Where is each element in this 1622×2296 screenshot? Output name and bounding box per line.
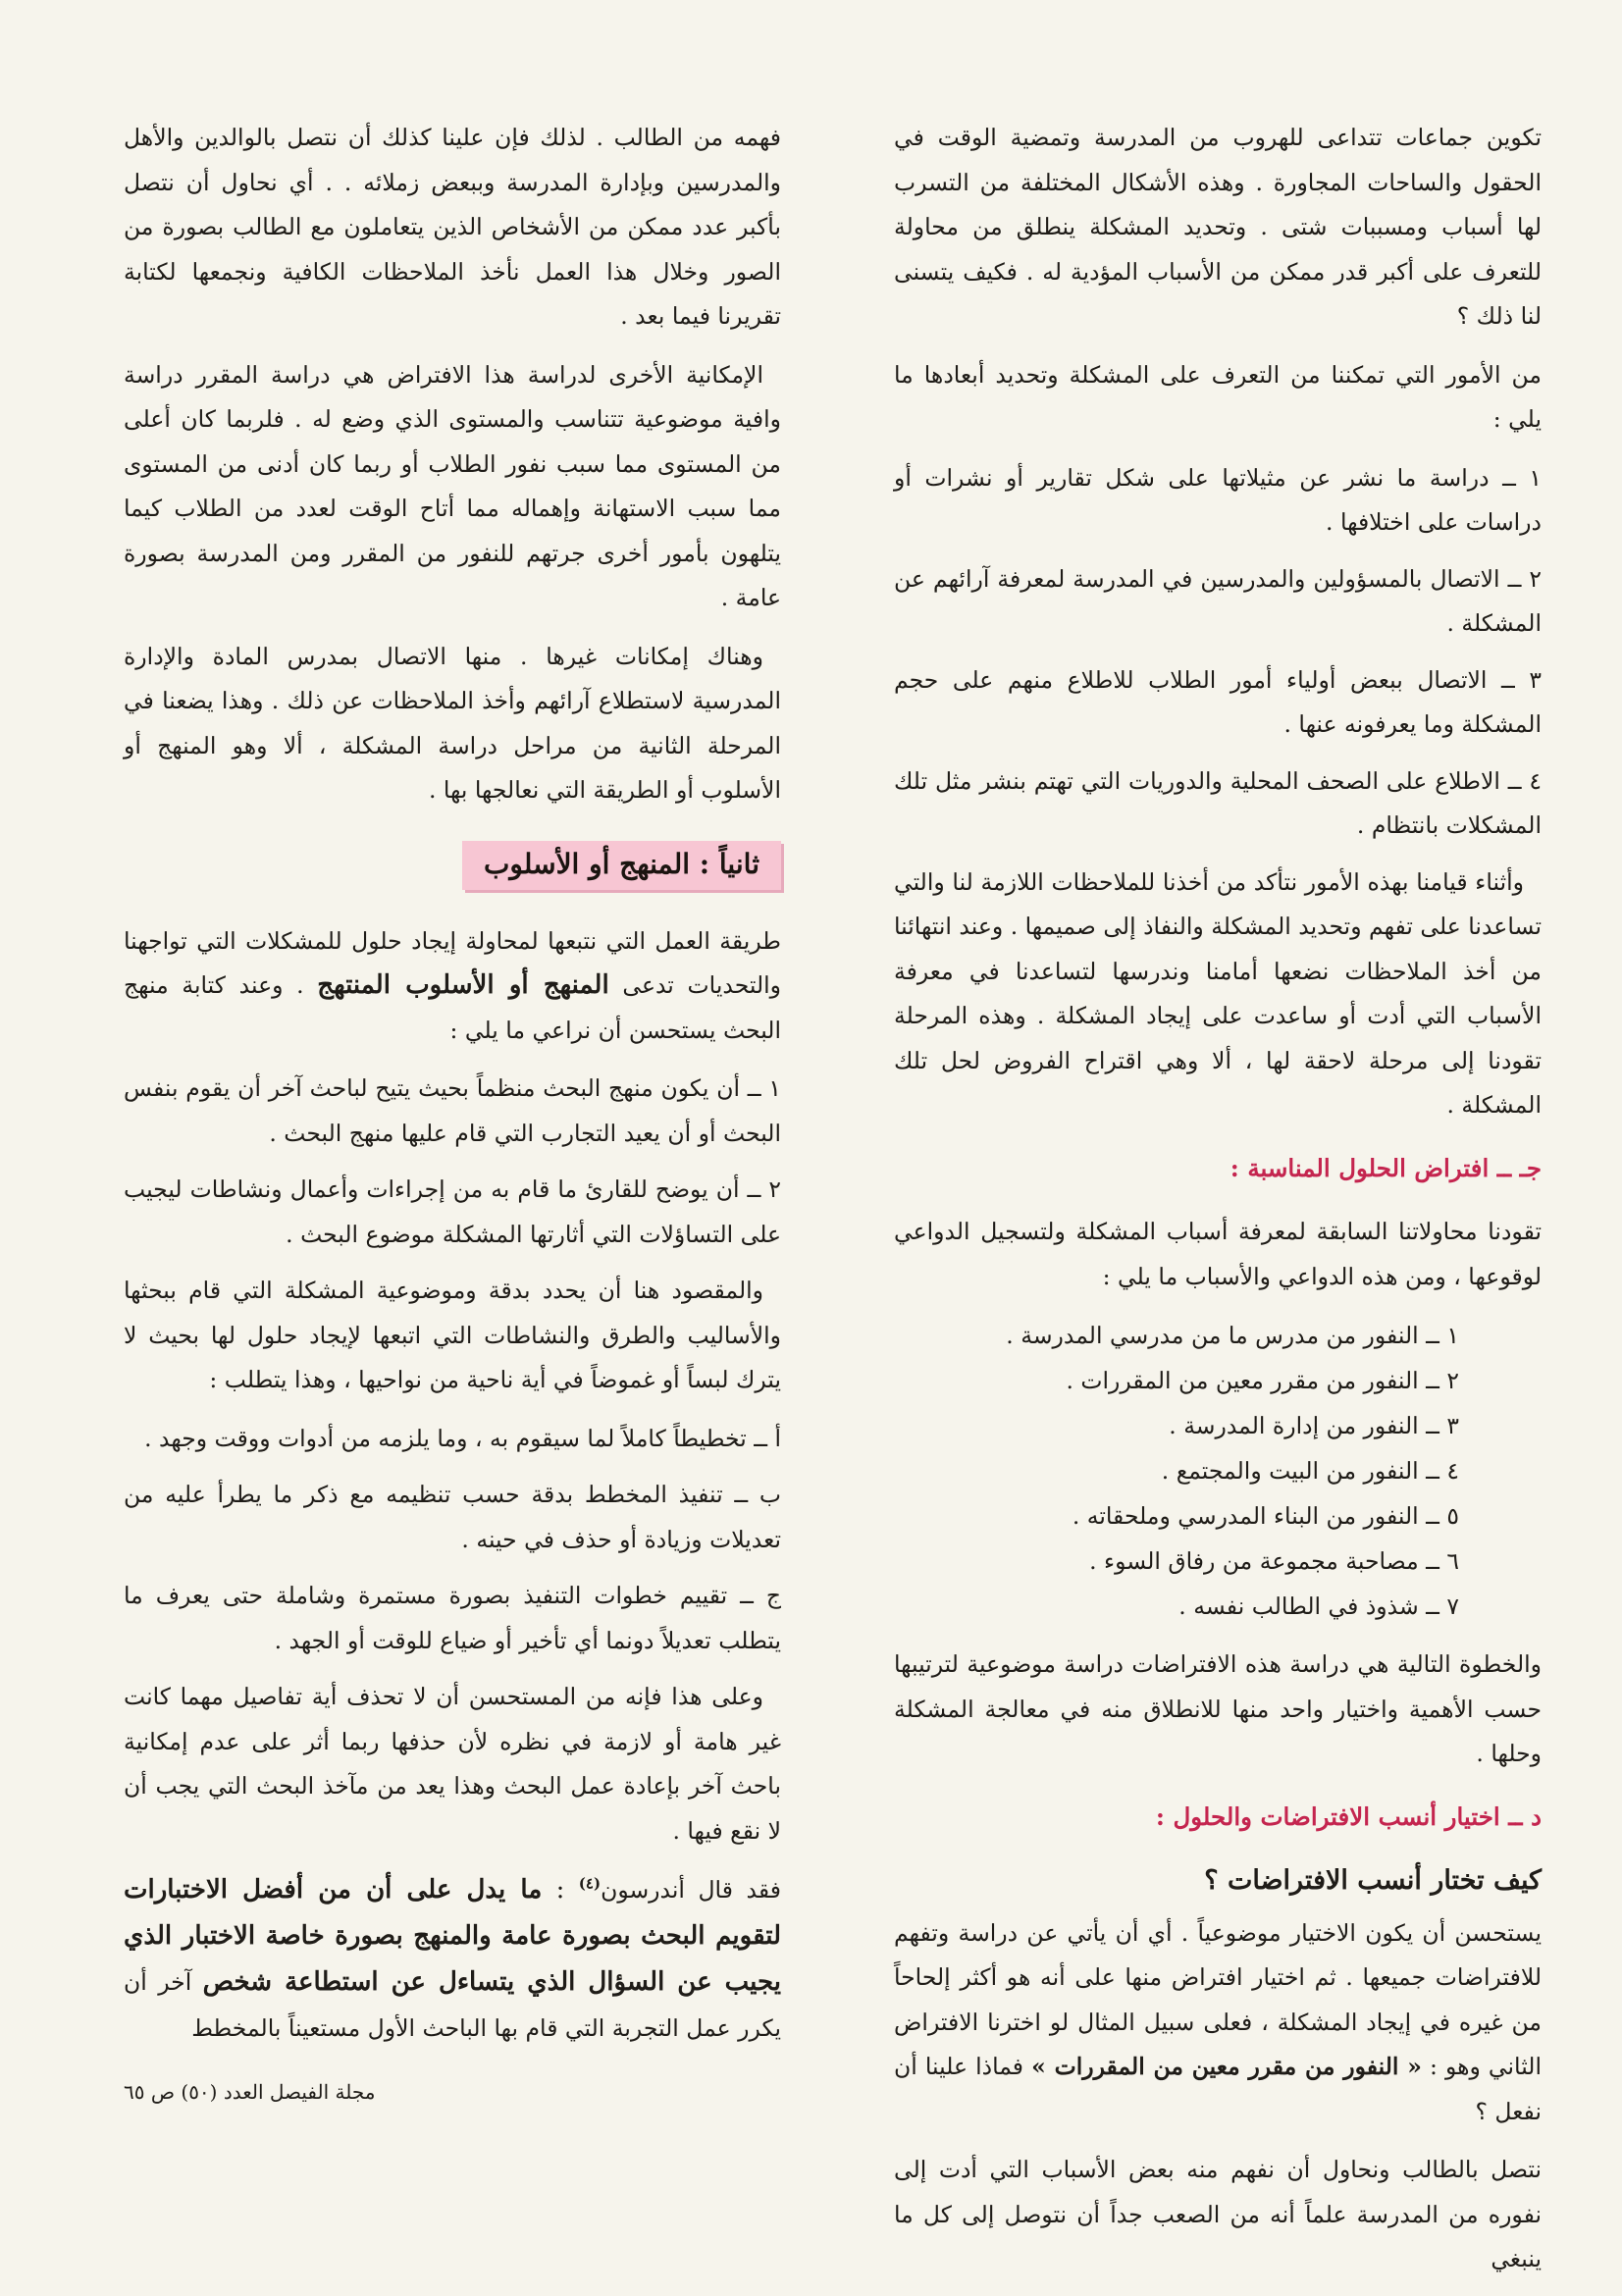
- paragraph: وعلى هذا فإنه من المستحسن أن لا تحذف أية تفاصيل مهما كانت غير هامة أو لازمة في نظره لأن حذفها ربما أثر على عدم إمكانية باحث آخر بإعادة عمل البحث وهذا يعد من مآخذ البحث التي يجب أن لا نقع فيها .: [124, 1683, 781, 1845]
- text-run: يستحسن أن يكون الاختيار موضوعياً . أي أن يأتي عن دراسة وتفهم للافتراضات جميعها . ثم اختيار افتراض منها على أنه هو أكثر إلحاحاً من غيره في إيجاد المشكلة ، فعلى سبيل المثال لو اخترنا الافتراض الثاني وهو :: [894, 1918, 1542, 2080]
- list-item: ١ ــ النفور من مدرس ما من مدرسي المدرسة .: [1006, 1322, 1459, 1349]
- paragraph: تقودنا محاولاتنا السابقة لمعرفة أسباب المشكلة ولتسجيل الدواعي لوقوعها ، ومن هذه الدواعي والأسباب ما يلي :: [894, 1218, 1542, 1290]
- paragraph: تكوين جماعات تتداعى للهروب من المدرسة وتمضية الوقت في الحقول والساحات المجاورة . وهذه الأشكال المختلفة من التسرب لها أسباب ومسببات شتى . وتحديد المشكلة ينطلق من محاولة للتعرف على أكبر قدر ممكن من الأسباب المؤدية له . فكيف يتسنى لنا ذلك ؟: [894, 124, 1542, 330]
- section-title-wrap: [124, 841, 781, 890]
- text-run: فقد قال أندرسون: [601, 1876, 781, 1904]
- paragraph: الإمكانية الأخرى لدراسة هذا الافتراض هي دراسة المقرر دراسة وافية موضوعية تتناسب والمستوى الذي وضع له . فلربما كان أعلى من المستوى مما سبب نفور الطلاب أو ربما كان أدنى من المستوى مما سبب الاستهانة وإهماله مما أتاح الوقت لعدد من الطلاب كيما يتلهون بأمور أخرى جرتهم للنفور من المقرر ومن المدرسة بصورة عامة .: [124, 360, 781, 611]
- paragraph: والخطوة التالية هي دراسة هذه الافتراضات دراسة موضوعية لترتيبها حسب الأهمية واختيار واحد منها للانطلاق منه في معالجة المشكلة وحلها .: [894, 1650, 1542, 1767]
- list-item: ١ ــ دراسة ما نشر عن مثيلاتها على شكل تقارير أو نشرات أو دراسات على اختلافها .: [894, 463, 1542, 536]
- page-footer: مجلة الفيصل العدد (٥٠) ص ٦٥: [124, 2080, 376, 2104]
- text-run: آخر أن يكرر عمل التجربة التي قام بها الباحث الأول مستعيناً بالمخطط: [124, 1968, 781, 2042]
- list-item: أ ــ تخطيطاً كاملاً لما سيقوم به ، وما يلزمه من أدوات ووقت وجهد .: [144, 1424, 781, 1452]
- paragraph: نتصل بالطالب ونحاول أن نفهم منه بعض الأسباب التي أدت إلى نفوره من المدرسة علماً أنه من الصعب جداً أن نتوصل إلى كل ما ينبغي: [894, 2156, 1542, 2272]
- paragraph: والمقصود هنا أن يحدد بدقة وموضوعية المشكلة التي قام ببحثها والأساليب والطرق والنشاطات التي اتبعها لإيجاد حلول لها بحيث لا يترك لبساً أو غموضاً في أية ناحية من نواحيها ، وهذا يتطلب :: [124, 1277, 781, 1393]
- paragraph: وهناك إمكانات غيرها . منها الاتصال بمدرس المادة والإدارة المدرسية لاستطلاع آرائهم وأخذ الملاحظات عن ذلك . وهذا يضعنا في المرحلة الثانية من مراحل دراسة المشكلة ، ألا وهو المنهج أو الأسلوب أو الطريقة التي نعالجها بها .: [124, 642, 781, 804]
- list-item: ٦ ــ مصاحبة مجموعة من رفاق السوء .: [1089, 1547, 1459, 1575]
- list-item: ٣ ــ النفور من إدارة المدرسة .: [1169, 1412, 1459, 1439]
- paragraph: من الأمور التي تمكننا من التعرف على المشكلة وتحديد أبعادها ما يلي :: [894, 360, 1542, 433]
- list-item: ٢ ــ النفور من مقرر معين من المقررات .: [1066, 1367, 1459, 1394]
- bold-text-run: المنهج أو الأسلوب المنتهج: [317, 970, 609, 1000]
- list-item: ١ ــ أن يكون منهج البحث منظماً بحيث يتيح لباحث آخر أن يقوم بنفس البحث أو أن يعيد التجارب التي قام عليها منهج البحث .: [124, 1074, 781, 1147]
- list-item: ٣ ــ الاتصال ببعض أولياء أمور الطلاب للاطلاع منهم على حجم المشكلة وما يعرفونه عنها .: [894, 665, 1542, 738]
- causes-list: [894, 1313, 1542, 1629]
- bold-text-run: ما يدل على أن من أفضل الاختبارات لتقويم البحث بصورة عامة والمنهج بصورة خاصة الاختبار الذي يجيب عن السؤال الذي يتساءل عن استطاعة شخص: [124, 1875, 781, 1997]
- list-item: ٤ ــ الاطلاع على الصحف المحلية والدوريات التي تهتم بنشر مثل تلك المشكلات بانتظام .: [894, 766, 1542, 839]
- paragraph: [894, 1911, 1542, 2135]
- text-run: :: [542, 1875, 579, 1905]
- list-item: ٧ ــ شذوذ في الطالب نفسه .: [1178, 1592, 1459, 1620]
- paragraph: [124, 919, 781, 1054]
- list-item: ٥ ــ النفور من البناء المدرسي وملحقاته .: [1072, 1502, 1459, 1530]
- quote-paragraph: [124, 1867, 781, 2052]
- list-item: ٢ ــ أن يوضح للقارئ ما قام به من إجراءات وأعمال ونشاطات ليجيب على التساؤلات التي أثارتها المشكلة موضوع البحث .: [124, 1175, 781, 1248]
- right-column: [894, 116, 1542, 2296]
- text-run: فماذا علينا أن نفعل ؟: [894, 2053, 1542, 2125]
- paragraph: وأثناء قيامنا بهذه الأمور نتأكد من أخذنا للملاحظات اللازمة لنا والتي تساعدنا على تفهم وتحديد المشكلة والنفاذ إلى صميمها . وعند انتهائنا من أخذ الملاحظات نضعها أمامنا وندرسها لتساعدنا في معرفة الأسباب التي أدت أو ساعدت على إيجاد المشكلة . وهذه المرحلة تقودنا إلى مرحلة لاحقة لها ، ألا وهي اقتراح الفروض لحل تلك المشكلة .: [894, 867, 1542, 1119]
- list-item: ج ــ تقييم خطوات التنفيذ بصورة مستمرة وشاملة حتى يعرف ما يتطلب تعديلاً دونما أي تأخير أو ضياع للوقت أو الجهد .: [124, 1582, 781, 1654]
- section-heading-d: د ــ اختيار أنسب الافتراضات والحلول :: [1155, 1801, 1542, 1831]
- list-item: ب ــ تنفيذ المخطط بدقة حسب تنظيمه مع ذكر ما يطرأ عليه من تعديلات وزيادة أو حذف في حينه .: [124, 1481, 781, 1553]
- section-heading-c: جـ ــ افتراض الحلول المناسبة :: [1230, 1153, 1542, 1182]
- list-item: ٤ ــ النفور من البيت والمجتمع .: [1161, 1457, 1459, 1485]
- footnote-marker: (٤): [578, 1874, 602, 1893]
- bold-text-run: « النفور من مقرر معين من المقررات »: [1031, 2053, 1422, 2080]
- text-run: طريقة العمل التي نتبعها لمحاولة إيجاد حلول للمشكلات التي تواجهنا والتحديات تدعى: [124, 926, 781, 999]
- paragraph: فهمه من الطالب . لذلك فإن علينا كذلك أن نتصل بالوالدين والأهل والمدرسين وبإدارة المدرسة وببعض زملائه . . أي نحاول أن نتصل بأكبر عدد ممكن من الأشخاص الذين يتعاملون مع الطالب بصورة من الصور وخلال هذا العمل نأخذ الملاحظات الكافية ونجمعها لكتابة تقريرنا فيما بعد .: [124, 124, 781, 330]
- list-item: ٢ ــ الاتصال بالمسؤولين والمدرسين في المدرسة لمعرفة آرائهم عن المشكلة .: [894, 564, 1542, 637]
- left-column: [124, 116, 781, 2065]
- subheading-question: كيف تختار أنسب الافتراضات ؟: [1204, 1865, 1542, 1896]
- text-run: . وعند كتابة منهج البحث يستحسن أن نراعي ما يلي :: [124, 971, 781, 1044]
- section-title: ثانياً : المنهج أو الأسلوب: [462, 841, 781, 890]
